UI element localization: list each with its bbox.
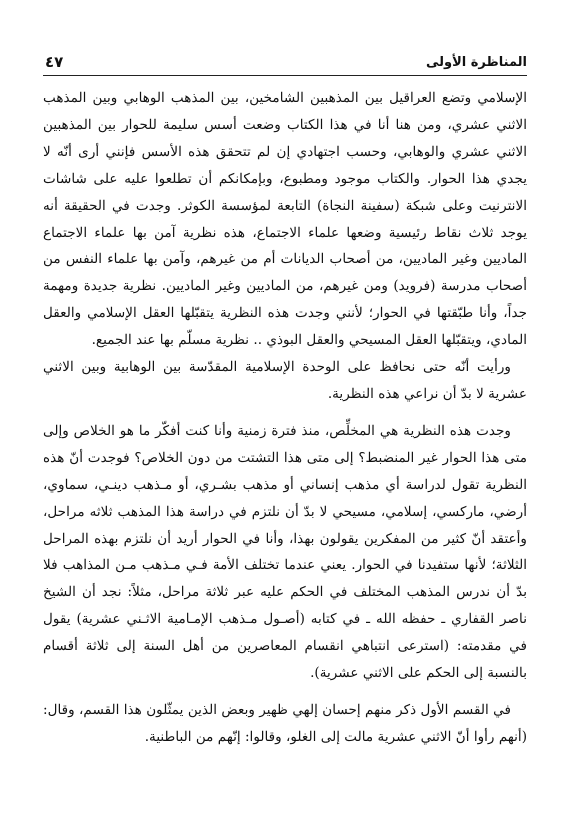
- header-rule: [43, 75, 527, 76]
- paragraph-3: وجدت هذه النظرية هي المخلِّص، منذ فترة زمنية وأنا كنت أفكّر ما هو الخلاص وإلى متى هذا الحوار غير المنضبط؟ إلى متى هذا التشتت من دون الخلاص؟ فوجدت أنّ هذه النظرية تقول لدراسة أي مذهب إنساني أو مذهب بشـري، أو مـذهب دينـي، سماوي، أرضي، ماركسي، إسلامي، مسيحي لا بدّ أن نلتزم في دراسة هذا المذهب ثلاثه مراحل، وأعتقد أنّ كثير من المفكرين يقولون بهذا، وأنا في الحوار أريد أن نلتزم بهذه المراحل الثلاثة؛ لأنها ستفيدنا في الحوار. يعني عندما تختلف الأمة فـي مـذهب مـن المذاهب فلا بدّ أن ندرس المذهب المختلف في الحكم عليه عبر ثلاثة مراحل، مثلاً: نجد أن الشيخ ناصر القفاري ـ حفظه الله ـ في كتابه (أصـول مـذهب الإمـامية الاثـني عشرية) يقول في مقدمته: (استرعى انتباهي انقسام المعاصرين من أهل السنة إلى ثلاثة أقسام بالنسبة إلى الحكم على الاثني عشرية).: [43, 422, 528, 682]
- page-number: ٤٧: [45, 53, 64, 71]
- page-header: [43, 44, 527, 74]
- page-body: [43, 85, 527, 751]
- paragraph-2: ورأيت أنّه حتى نحافظ على الوحدة الإسلامية المقدّسة بين الوهابية وبين الاثني عشرية لا بدّ أن نراعي هذه النظرية.: [43, 359, 527, 402]
- paragraph-4: في القسم الأول ذكر منهم إحسان إلهي ظهير وبعض الذين يمثّلون هذا القسم، وقال: (أنهم رأوا أنّ الاثني عشرية مالت إلى الغلو، وقالوا: إنّهم من الباطنية.: [43, 701, 527, 745]
- running-title: المناظرة الأولى: [425, 55, 527, 70]
- paragraph-1: الإسلامي وتضع العراقيل بين المذهبين الشامخين، بين المذهب الوهابي وبين المذهب الاثني عشري، ومن هنا أنا في هذا الكتاب وضعت أسس سليمة للحوار بين المذهبين الاثني عشري والوهابي، وحسب اجتهادي إن لم تتحقق هذه الأسس فإنني أرى أنّه لا يجدي هذا الحوار. والكتاب موجود ومطبوع، وبإمكانكم أن تطلعوا عليه على شاشات الانترنيت وعلى شبكة (سفينة النجاة) التابعة لمؤسسة الكوثر. وجدت في الحقيقة أنه يوجد ثلاث نقاط رئيسية وضعها علماء الاجتماع، هذه نظرية آمن بها علماء الاجتماع الماديين وغير الماديين، من أصحاب الديانات أم من غيرهم، وآمن بها علماء النفس من أصحاب مدرسة (فرويد) ومن غيرهم، من الماديين وغير الماديين. نظرية جديدة ومهمة جداً، وأنا طبّقتها في الحوار؛ لأنني وجدت هذه النظرية يتقبّلها العقل الإسلامي والعقل المادي، ويتقبّلها العقل المسيحي والعقل البوذي .. نظرية مسلّم بها عند الجميع.: [43, 90, 527, 349]
